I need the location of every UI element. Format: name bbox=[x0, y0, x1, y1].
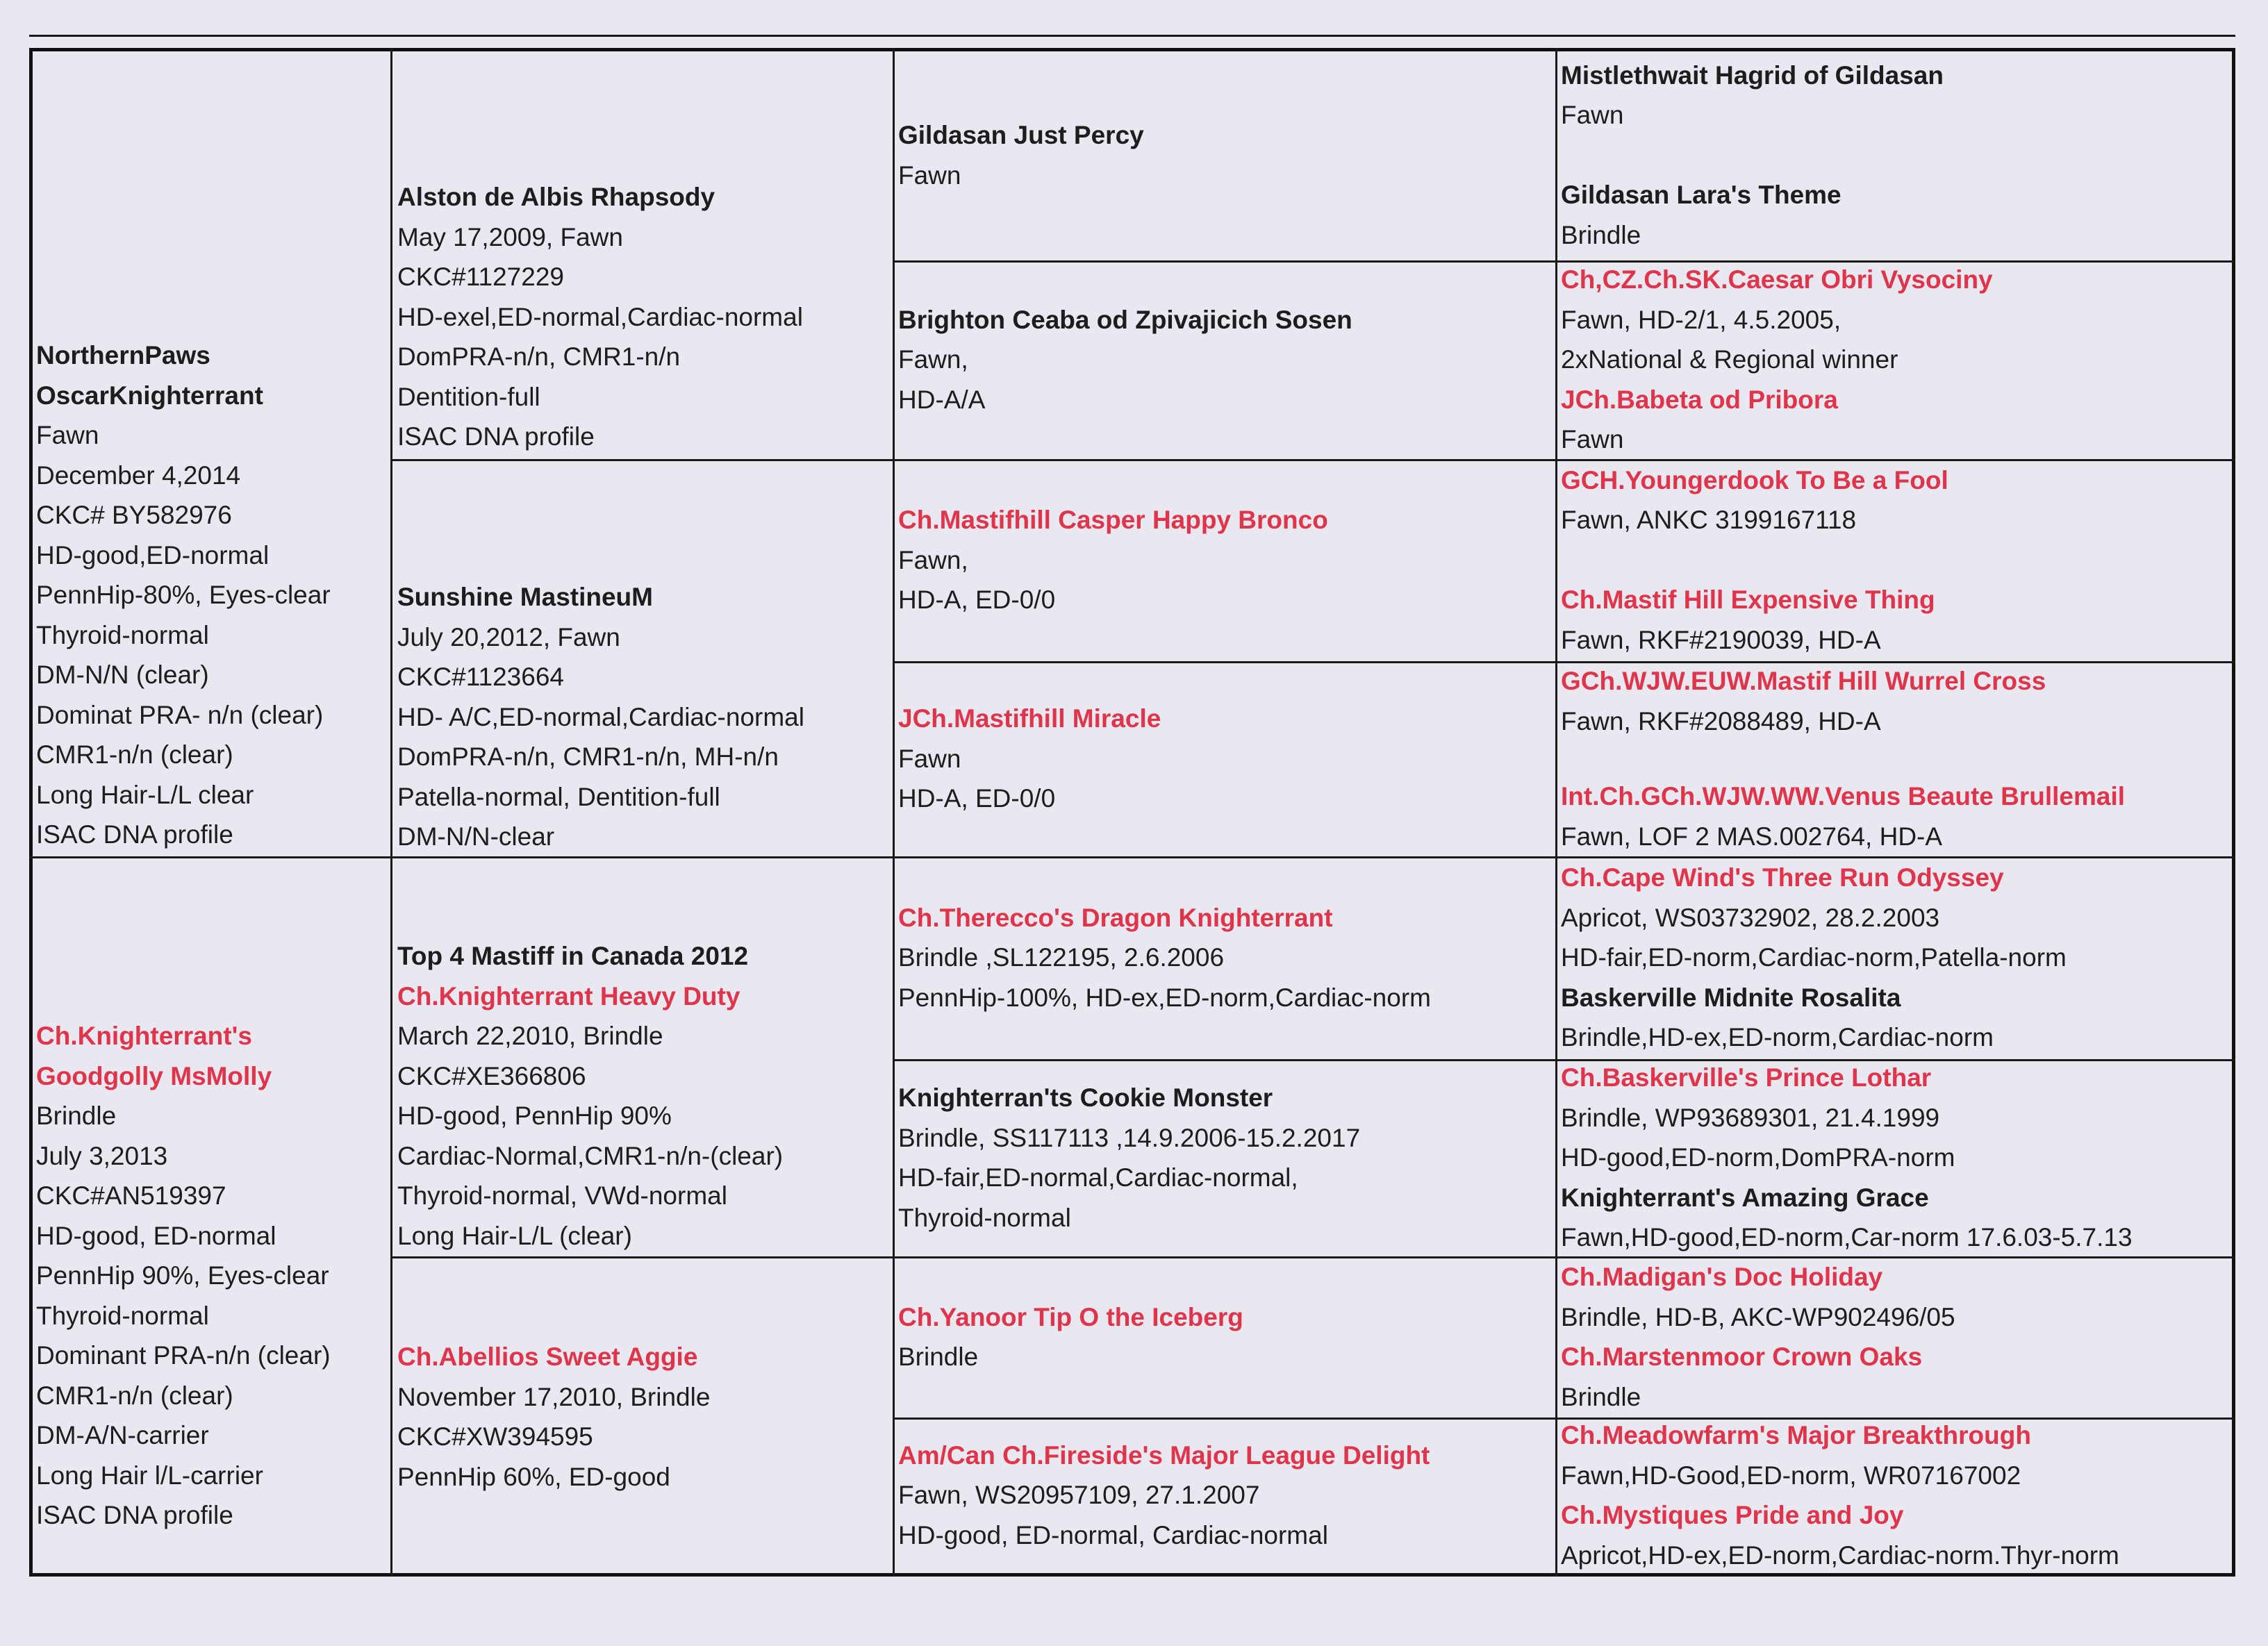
gen3-name: Ch.Therecco's Dragon Knighterrant bbox=[898, 903, 1333, 932]
sire-sire-cell bbox=[397, 177, 887, 457]
gen4-detail: Brindle bbox=[1561, 220, 1641, 249]
gen4-cell bbox=[1561, 661, 2231, 856]
top-rule bbox=[29, 35, 2235, 37]
sire-sire-detail: DomPRA-n/n, CMR1-n/n bbox=[397, 342, 681, 371]
sire-sire-detail: ISAC DNA profile bbox=[397, 422, 595, 451]
gen3-detail: Thyroid-normal bbox=[898, 1203, 1071, 1232]
gen3-detail: Brindle, SS117113 ,14.9.2006-15.2.2017 bbox=[898, 1123, 1361, 1152]
column-divider bbox=[893, 48, 895, 1577]
sire-dam-cell bbox=[397, 577, 887, 857]
dam-dam-cell bbox=[397, 1337, 887, 1497]
gen3-cell bbox=[898, 1256, 1551, 1418]
sire-name: NorthernPaws bbox=[36, 341, 210, 369]
sire-detail: CKC# BY582976 bbox=[36, 501, 232, 529]
gen4-name: GCH.Youngerdook To Be a Fool bbox=[1561, 465, 1948, 494]
dam-detail: July 3,2013 bbox=[36, 1141, 168, 1170]
gen3-name: Gildasan Just Percy bbox=[898, 121, 1144, 149]
gen3-detail: HD-A, ED-0/0 bbox=[898, 585, 1056, 615]
dam-sire-detail: CKC#XE366806 bbox=[397, 1061, 586, 1090]
sire-detail: Long Hair-L/L clear bbox=[36, 780, 254, 809]
dam-detail: CKC#AN519397 bbox=[36, 1181, 226, 1210]
gen4-detail: Fawn, HD-2/1, 4.5.2005, bbox=[1561, 305, 1841, 334]
gen4-cell bbox=[1561, 856, 2231, 1059]
gen4-name: Gildasan Lara's Theme bbox=[1561, 181, 1841, 210]
gen4-cell bbox=[1561, 50, 2231, 260]
gen3-cell bbox=[898, 260, 1551, 459]
column-divider bbox=[1555, 48, 1557, 1577]
dam-detail: HD-good, ED-normal bbox=[36, 1221, 276, 1250]
gen4-name: Mistlethwait Hagrid of Gildasan bbox=[1561, 60, 1944, 90]
gen4-detail: Brindle bbox=[1561, 1382, 1641, 1411]
gen4-detail: Brindle, HD-B, AKC-WP902496/05 bbox=[1561, 1302, 1955, 1331]
sire-cell bbox=[36, 335, 387, 855]
gen4-detail: Brindle,HD-ex,ED-norm,Cardiac-norm bbox=[1561, 1023, 1994, 1052]
dam-detail: ISAC DNA profile bbox=[36, 1501, 233, 1529]
dam-detail: Thyroid-normal bbox=[36, 1301, 209, 1330]
dam-sire-cell bbox=[397, 936, 887, 1256]
sire-detail: ISAC DNA profile bbox=[36, 820, 233, 849]
gen4-detail: Fawn, ANKC 3199167118 bbox=[1561, 506, 1857, 535]
dam-dam-detail: CKC#XW394595 bbox=[397, 1422, 593, 1451]
gen3-detail: HD-good, ED-normal, Cardiac-normal bbox=[898, 1520, 1328, 1549]
gen3-cell bbox=[898, 459, 1551, 661]
gen4-name: Ch.Marstenmoor Crown Oaks bbox=[1561, 1342, 1923, 1371]
gen4-name: Ch,CZ.Ch.SK.Caesar Obri Vysociny bbox=[1561, 265, 1993, 294]
sire-dam-detail: Patella-normal, Dentition-full bbox=[397, 782, 720, 811]
sire-dam-detail: CKC#1123664 bbox=[397, 663, 564, 691]
gen4-detail: Apricot, WS03732902, 28.2.2003 bbox=[1561, 903, 1940, 932]
gen4-name: Ch.Mystiques Pride and Joy bbox=[1561, 1501, 1904, 1529]
sire-detail: HD-good,ED-normal bbox=[36, 540, 270, 570]
sire-name: OscarKnighterrant bbox=[36, 381, 263, 410]
dam-dam-detail: November 17,2010, Brindle bbox=[397, 1382, 711, 1411]
dam-cell bbox=[36, 1016, 387, 1536]
gen3-detail: Fawn bbox=[898, 744, 961, 773]
gen4-detail: Fawn, RKF#2190039, HD-A bbox=[1561, 625, 1881, 654]
dam-detail: DM-A/N-carrier bbox=[36, 1421, 209, 1449]
sire-sire-name: Alston de Albis Rhapsody bbox=[397, 183, 715, 211]
gen4-cell bbox=[1561, 1256, 2231, 1418]
gen3-detail: Brindle ,SL122195, 2.6.2006 bbox=[898, 943, 1225, 972]
sire-dam-detail: HD- A/C,ED-normal,Cardiac-normal bbox=[397, 702, 804, 731]
sire-sire-detail: Dentition-full bbox=[397, 382, 540, 411]
spacer bbox=[1561, 540, 2231, 581]
gen4-detail: Fawn bbox=[1561, 101, 1624, 130]
gen4-cell bbox=[1561, 1418, 2231, 1573]
dam-sire-detail: Long Hair-L/L (clear) bbox=[397, 1221, 632, 1250]
gen3-name: JCh.Mastifhill Miracle bbox=[898, 704, 1161, 733]
gen3-name: Ch.Yanoor Tip O the Iceberg bbox=[898, 1302, 1243, 1331]
dam-sire-title: Top 4 Mastiff in Canada 2012 bbox=[397, 942, 749, 970]
sire-detail: CMR1-n/n (clear) bbox=[36, 740, 233, 769]
gen4-name: Ch.Baskerville's Prince Lothar bbox=[1561, 1063, 1932, 1092]
gen4-detail: HD-fair,ED-norm,Cardiac-norm,Patella-norm bbox=[1561, 943, 2067, 972]
dam-detail: Long Hair l/L-carrier bbox=[36, 1461, 263, 1490]
dam-sire-detail: Thyroid-normal, VWd-normal bbox=[397, 1181, 727, 1210]
gen4-cell bbox=[1561, 260, 2231, 459]
spacer bbox=[1561, 135, 2231, 176]
sire-sire-detail: May 17,2009, Fawn bbox=[397, 222, 623, 251]
gen3-detail: HD-A, ED-0/0 bbox=[898, 784, 1056, 813]
dam-detail: PennHip 90%, Eyes-clear bbox=[36, 1261, 329, 1290]
dam-sire-detail: Cardiac-Normal,CMR1-n/n-(clear) bbox=[397, 1141, 784, 1170]
sire-detail: Dominat PRA- n/n (clear) bbox=[36, 700, 324, 729]
gen4-detail: Apricot,HD-ex,ED-norm,Cardiac-norm.Thyr-norm bbox=[1561, 1540, 2119, 1570]
dam-dam-detail: PennHip 60%, ED-good bbox=[397, 1462, 670, 1491]
gen3-cell bbox=[898, 50, 1551, 260]
gen4-detail: Brindle, WP93689301, 21.4.1999 bbox=[1561, 1103, 1940, 1132]
gen3-detail: Fawn, bbox=[898, 345, 968, 374]
gen3-detail: PennHip-100%, HD-ex,ED-norm,Cardiac-norm bbox=[898, 983, 1431, 1012]
column-divider bbox=[390, 48, 392, 1577]
gen4-detail: Fawn,HD-Good,ED-norm, WR07167002 bbox=[1561, 1461, 2021, 1490]
sire-dam-detail: DM-N/N-clear bbox=[397, 822, 555, 851]
gen4-name: Ch.Meadowfarm's Major Breakthrough bbox=[1561, 1421, 2031, 1449]
sire-detail: Thyroid-normal bbox=[36, 620, 209, 649]
sire-detail: December 4,2014 bbox=[36, 460, 241, 490]
dam-sire-name: Ch.Knighterrant Heavy Duty bbox=[397, 981, 740, 1011]
gen3-detail: Fawn bbox=[898, 160, 961, 190]
gen3-cell bbox=[898, 661, 1551, 856]
gen4-name: Ch.Mastif Hill Expensive Thing bbox=[1561, 585, 1935, 615]
sire-dam-detail: July 20,2012, Fawn bbox=[397, 622, 620, 651]
gen3-name: Brighton Ceaba od Zpivajicich Sosen bbox=[898, 305, 1352, 334]
gen4-cell bbox=[1561, 459, 2231, 661]
gen4-name: Int.Ch.GCh.WJW.WW.Venus Beaute Brullemail bbox=[1561, 782, 2126, 810]
dam-name: Goodgolly MsMolly bbox=[36, 1061, 272, 1090]
gen4-detail: Fawn,HD-good,ED-norm,Car-norm 17.6.03-5.7.13 bbox=[1561, 1223, 2133, 1252]
gen4-name: Knighterrant's Amazing Grace bbox=[1561, 1183, 1929, 1212]
dam-detail: CMR1-n/n (clear) bbox=[36, 1381, 233, 1410]
gen3-cell bbox=[898, 856, 1551, 1059]
dam-dam-name: Ch.Abellios Sweet Aggie bbox=[397, 1342, 698, 1371]
gen3-cell bbox=[898, 1418, 1551, 1573]
sire-detail: DM-N/N (clear) bbox=[36, 660, 209, 689]
gen4-detail: Fawn, LOF 2 MAS.002764, HD-A bbox=[1561, 822, 1943, 851]
spacer bbox=[1561, 741, 2231, 776]
gen4-name: Ch.Cape Wind's Three Run Odyssey bbox=[1561, 863, 2004, 892]
gen3-cell bbox=[898, 1059, 1551, 1256]
dam-sire-detail: HD-good, PennHip 90% bbox=[397, 1102, 672, 1130]
gen3-detail: HD-fair,ED-normal,Cardiac-normal, bbox=[898, 1163, 1298, 1192]
gen4-name: GCh.WJW.EUW.Mastif Hill Wurrel Cross bbox=[1561, 667, 2046, 695]
dam-name: Ch.Knighterrant's bbox=[36, 1022, 252, 1050]
gen4-cell bbox=[1561, 1059, 2231, 1256]
sire-detail: PennHip-80%, Eyes-clear bbox=[36, 581, 331, 609]
gen4-detail: HD-good,ED-norm,DomPRA-norm bbox=[1561, 1143, 1955, 1172]
gen4-detail: Fawn bbox=[1561, 425, 1624, 454]
gen4-detail: Fawn, RKF#2088489, HD-A bbox=[1561, 706, 1881, 735]
gen3-detail: Brindle bbox=[898, 1342, 979, 1371]
sire-detail: Fawn bbox=[36, 421, 99, 449]
gen4-name: Baskerville Midnite Rosalita bbox=[1561, 983, 1901, 1012]
dam-sire-detail: March 22,2010, Brindle bbox=[397, 1022, 663, 1050]
dam-detail: Brindle bbox=[36, 1102, 117, 1130]
sire-sire-detail: CKC#1127229 bbox=[397, 263, 564, 291]
sire-dam-name: Sunshine MastineuM bbox=[397, 583, 653, 611]
gen4-name: Ch.Madigan's Doc Holiday bbox=[1561, 1263, 1883, 1291]
gen4-detail: 2xNational & Regional winner bbox=[1561, 345, 1898, 374]
gen3-detail: HD-A/A bbox=[898, 385, 986, 414]
gen3-name: Am/Can Ch.Fireside's Major League Delight bbox=[898, 1440, 1430, 1470]
sire-dam-detail: DomPRA-n/n, CMR1-n/n, MH-n/n bbox=[397, 742, 779, 771]
dam-detail: Dominant PRA-n/n (clear) bbox=[36, 1341, 331, 1370]
gen3-detail: Fawn, WS20957109, 27.1.2007 bbox=[898, 1481, 1260, 1510]
sire-sire-detail: HD-exel,ED-normal,Cardiac-normal bbox=[397, 302, 803, 331]
gen4-name: JCh.Babeta od Pribora bbox=[1561, 385, 1838, 414]
gen3-name: Knighterran'ts Cookie Monster bbox=[898, 1083, 1273, 1112]
gen3-detail: Fawn, bbox=[898, 545, 968, 574]
gen3-name: Ch.Mastifhill Casper Happy Bronco bbox=[898, 506, 1328, 535]
